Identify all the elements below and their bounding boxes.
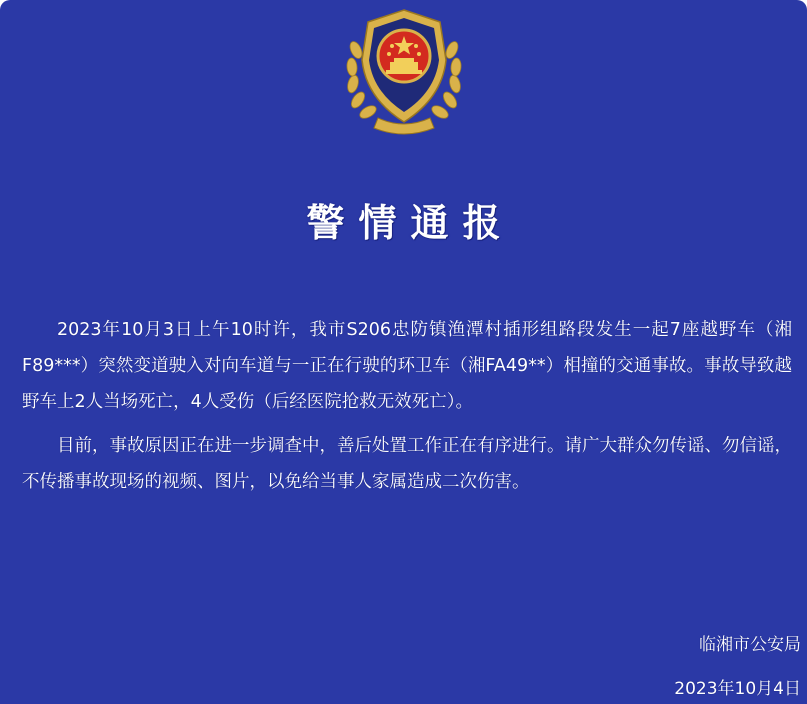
notice-paragraph: 2023年10月3日上午10时许，我市S206忠防镇渔潭村插形组路段发生一起7座越野车（湘F89***）突然变道驶入对向车道与一正在行驶的环卫车（湘FA49**）相撞的交通事故。事故导致越野车上2人当场死亡，4人受伤（后经医院抢救无效死亡）。 (22, 320, 792, 412)
police-emblem-icon (336, 4, 472, 138)
issue-date: 2023年10月4日 (674, 679, 801, 699)
notice-paragraph: 目前，事故原因正在进一步调查中，善后处置工作正在有序进行。请广大群众勿传谣、勿信谣，不传播事故现场的视频、图片，以免给当事人家属造成二次伤害。 (22, 436, 792, 492)
notice-title: 警情通报 (306, 201, 515, 245)
issuing-authority: 临湘市公安局 (699, 635, 801, 655)
notice-body (22, 312, 792, 508)
